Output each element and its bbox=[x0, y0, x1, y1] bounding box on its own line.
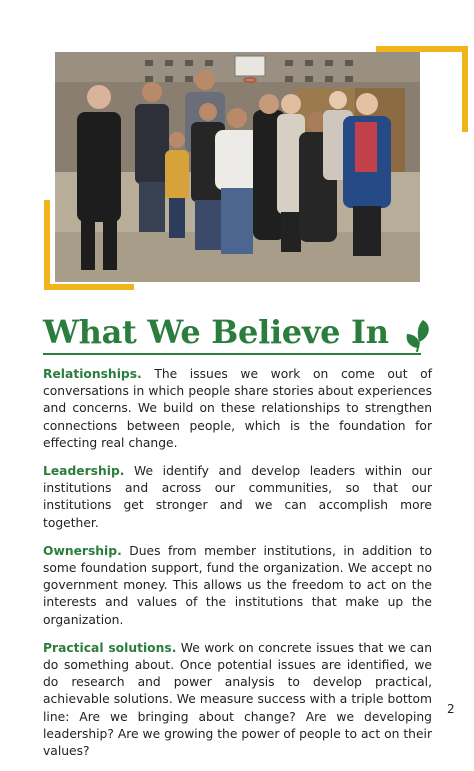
section-heading: Ownership. bbox=[43, 543, 122, 558]
heading-row bbox=[43, 312, 435, 360]
title-underline bbox=[43, 353, 421, 355]
leaf-icon bbox=[403, 318, 435, 352]
section-text: We identify and develop leaders within our institutions and across our communities, so that our institutions get stronger and we can accomplish more together. bbox=[43, 464, 432, 530]
section-heading: Practical solutions. bbox=[43, 640, 177, 655]
page-number: 2 bbox=[447, 702, 455, 716]
section-relationships bbox=[43, 366, 432, 452]
section-ownership bbox=[43, 543, 432, 629]
section-heading: Relationships. bbox=[43, 367, 142, 381]
section-heading: Leadership. bbox=[43, 464, 125, 479]
group-photo-illustration bbox=[55, 52, 420, 282]
page-title: What We Believe In bbox=[43, 313, 389, 351]
section-practical-solutions bbox=[43, 640, 432, 760]
belief-sections bbox=[43, 366, 432, 771]
section-text: Dues from member institutions, in addition to some foundation support, fund the organization. We accept no government money. This allows us the freedom to act on the interests and values of the institutions that make up the organization. bbox=[43, 543, 432, 627]
section-leadership bbox=[43, 463, 432, 532]
section-text: We work on concrete issues that we can do something about. Once potential issues are identified, we do research and power analysis to develop practical, achievable solutions. We measure success with a triple bottom line: Are we bringing about change? Are we developing leadership? Are we growing the power of people to act on their values? bbox=[43, 640, 432, 759]
group-photo bbox=[55, 52, 420, 282]
section-text: The issues we work on come out of conversations in which people share stories about experiences and concerns. We build on these relationships to strengthen connections between people, which is the foundation for effecting real change. bbox=[43, 367, 432, 450]
